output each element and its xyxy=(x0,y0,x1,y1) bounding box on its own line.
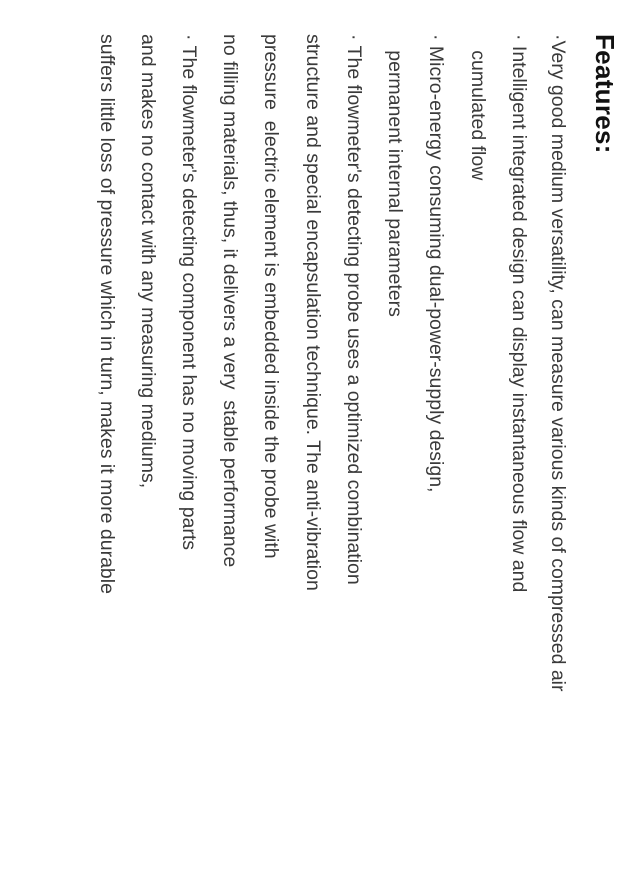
feature-line: · Intelligent integrated design can display instantaneous flow and xyxy=(508,34,530,593)
feature-line: ·Very good medium versatility, can measure various kinds of compressed air xyxy=(547,34,569,692)
feature-line: pressure electric element is embedded inside the probe with xyxy=(260,34,282,559)
feature-line: permanent internal parameters xyxy=(384,34,406,317)
feature-line: no filling materials, thus, it delivers a very stable performance xyxy=(219,34,241,568)
feature-line: cumulated flow xyxy=(467,34,489,181)
feature-line: · The flowmeter's detecting probe uses a optimized combination xyxy=(343,34,365,585)
feature-line: and makes no contact with any measuring mediums, xyxy=(137,34,159,489)
feature-line: · Micro-energy consuming dual-power-supply design, xyxy=(425,34,447,493)
features-heading: Features: xyxy=(590,34,620,154)
feature-line: · The flowmeter's detecting component has no moving parts xyxy=(178,34,200,551)
feature-line: structure and special encapsulation technique. The anti-vibration xyxy=(302,34,324,591)
feature-line: suffers little loss of pressure which in turn, makes it more durable xyxy=(96,34,118,594)
